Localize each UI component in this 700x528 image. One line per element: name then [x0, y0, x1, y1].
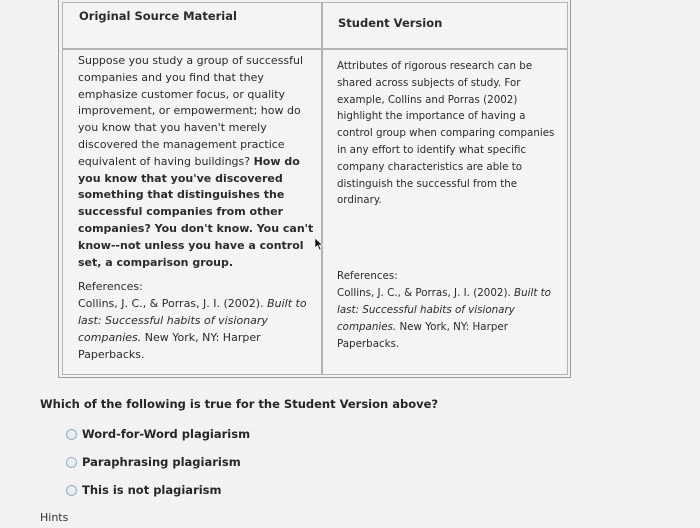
original-text-normal: Suppose you study a group of successful companies and you find that they emphasize customer focus, or quality improvement, or empowerment; how do you know that you haven't merely discovered the management practice equivalent of having buildings?	[78, 54, 304, 168]
student-references	[337, 268, 565, 353]
original-ref-authors: Collins, J. C., & Porras, J. I. (2002).	[78, 297, 264, 310]
radio-icon[interactable]	[66, 457, 77, 468]
student-ref-title: Built to last: Successful habits of visionary companies.	[337, 287, 551, 333]
original-ref-publisher: New York, NY: Harper Paperbacks.	[78, 331, 261, 361]
header-original-label: Original Source Material	[79, 9, 237, 23]
option-label[interactable]: Paraphrasing plagiarism	[82, 455, 241, 469]
original-ref-title: Built to last: Successful habits of visionary companies.	[78, 297, 307, 344]
header-student	[322, 2, 568, 49]
radio-icon[interactable]	[66, 485, 77, 496]
header-student-label: Student Version	[338, 16, 443, 30]
student-ref-citation	[337, 285, 565, 353]
original-text-bold: How do you know that you've discovered something that distinguishes the successful companies from other companies? You don't know. You can't know--not unless you have a control set, a comparison group.	[78, 154, 314, 269]
header-original	[62, 2, 322, 49]
student-ref-publisher: New York, NY: Harper Paperbacks.	[337, 321, 508, 350]
original-ref-label: References:	[78, 280, 143, 293]
option-label[interactable]: This is not plagiarism	[82, 483, 222, 497]
question-text: Which of the following is true for the Student Version above?	[40, 397, 439, 411]
student-ref-label: References:	[337, 270, 398, 282]
original-ref-citation	[78, 295, 318, 363]
original-references	[78, 278, 318, 363]
original-source-cell	[62, 49, 322, 375]
option-label[interactable]: Word-for-Word plagiarism	[82, 427, 251, 441]
student-version-text: Attributes of rigorous research can be shared across subjects of study. For example, Collins and Porras (2002) highlight the importance of having a control group when comparing companies in any effort to identify what specific company characteristics are able to distinguish the successful from the ordinary.	[337, 60, 555, 207]
student-ref-authors: Collins, J. C., & Porras, J. I. (2002).	[337, 287, 511, 299]
mouse-cursor-icon	[314, 237, 324, 251]
hints-link[interactable]: Hints	[40, 511, 69, 524]
option-paraphrasing[interactable]	[66, 455, 241, 469]
option-word-for-word[interactable]	[66, 427, 250, 441]
option-not-plagiarism[interactable]	[66, 483, 222, 497]
student-version-cell	[322, 49, 568, 375]
original-source-text	[78, 53, 316, 271]
radio-icon[interactable]	[66, 429, 77, 440]
comparison-table	[58, 0, 571, 378]
